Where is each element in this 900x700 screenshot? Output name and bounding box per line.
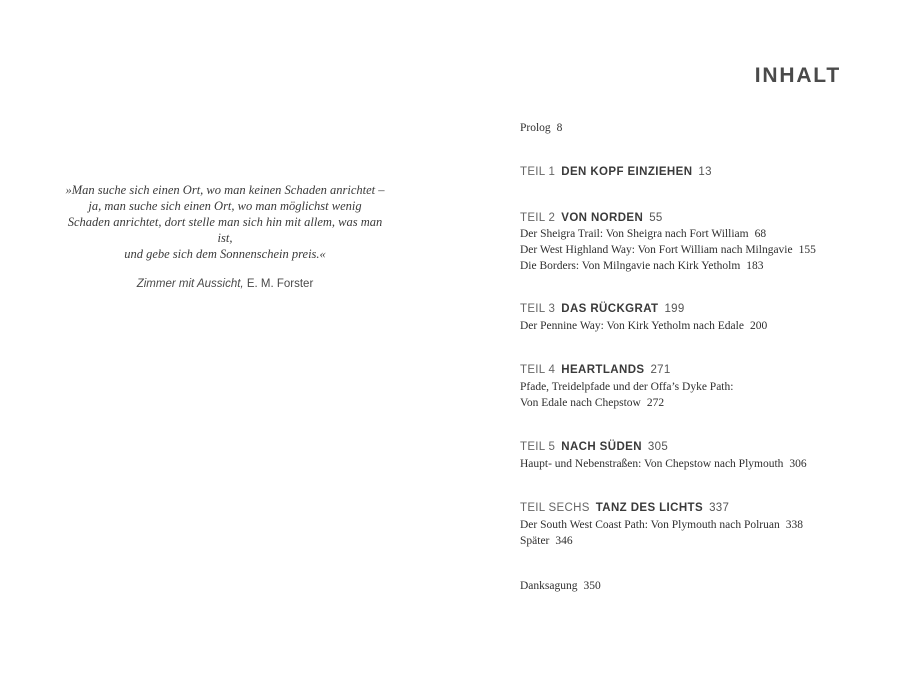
- epigraph-source: [60, 278, 390, 290]
- toc-entry[interactable]: [520, 318, 767, 334]
- toc-part-page: 13: [698, 166, 712, 178]
- toc-entry-danksagung[interactable]: [520, 578, 601, 594]
- toc-part-1[interactable]: [520, 166, 712, 178]
- epigraph-line: Schaden anrichtet, dort stelle man sich hin mit allem, was man ist,: [67, 215, 383, 245]
- toc-entry-title: Der West Highland Way: Von Fort William nach Milngavie: [520, 244, 793, 256]
- toc-entry-page: 200: [749, 320, 768, 332]
- toc-entry[interactable]: [520, 456, 807, 472]
- toc-part-name: NACH SÜDEN: [561, 441, 642, 453]
- toc-entry-page: 155: [798, 244, 816, 256]
- toc-part-6[interactable]: [520, 502, 729, 514]
- toc-entry-title: Haupt- und Nebenstraßen: Von Chepstow nach Plymouth: [520, 458, 784, 470]
- toc-part-name: HEARTLANDS: [561, 364, 645, 376]
- toc-entry-title: Die Borders: Von Milngavie nach Kirk Yetholm: [520, 260, 741, 272]
- toc-entry-title: Der Pennine Way: Von Kirk Yetholm nach Edale: [520, 320, 744, 332]
- toc-entry-page: 346: [555, 535, 573, 547]
- toc-entry-page: 272: [646, 397, 665, 409]
- toc-entry-page: 68: [754, 228, 767, 240]
- toc-part-4[interactable]: [520, 364, 671, 376]
- toc-entry[interactable]: [520, 395, 664, 411]
- toc-part-label: TEIL 2: [520, 212, 556, 224]
- epigraph-quote: [60, 182, 390, 262]
- toc-part-page: 305: [647, 441, 669, 453]
- toc-part-5[interactable]: [520, 441, 668, 453]
- toc-part-page: 337: [709, 502, 730, 514]
- toc-entry[interactable]: [520, 226, 766, 242]
- toc-part-label: TEIL 4: [520, 364, 556, 376]
- toc-part-name: DAS RÜCKGRAT: [561, 303, 659, 315]
- toc-entry-page: 306: [789, 458, 807, 470]
- epigraph: [60, 182, 390, 290]
- toc-entry[interactable]: [520, 242, 816, 258]
- toc-part-name: VON NORDEN: [561, 212, 644, 224]
- toc-entry-title: Pfade, Treidelpfade und der Offa’s Dyke Path:: [520, 381, 734, 393]
- toc-title: INHALT: [754, 64, 841, 87]
- toc-entry-page: 183: [746, 260, 764, 272]
- toc-part-label: TEIL 3: [520, 303, 556, 315]
- toc-entry[interactable]: [520, 533, 573, 549]
- epigraph-source-author: E. M. Forster: [243, 278, 314, 290]
- toc-part-label: TEIL 1: [520, 166, 556, 178]
- epigraph-line: und gebe sich dem Sonnenschein preis.«: [124, 247, 326, 261]
- toc-entry-page: 350: [583, 580, 601, 592]
- toc-part-label: TEIL 5: [520, 441, 556, 453]
- toc-entry[interactable]: [520, 517, 803, 533]
- toc-part-label: TEIL SECHS: [520, 502, 590, 514]
- toc-part-3[interactable]: [520, 303, 685, 315]
- epigraph-line: ja, man suche sich einen Ort, wo man möglichst wenig: [88, 199, 362, 213]
- toc-entry-page: 338: [785, 519, 803, 531]
- epigraph-source-work: Zimmer mit Aussicht,: [136, 278, 244, 290]
- toc-part-name: TANZ DES LICHTS: [595, 502, 704, 514]
- toc-part-name: DEN KOPF EINZIEHEN: [561, 166, 693, 178]
- toc-part-page: 271: [650, 364, 671, 376]
- toc-entry[interactable]: [520, 379, 733, 395]
- toc-entry-title: Der Sheigra Trail: Von Sheigra nach Fort William: [520, 228, 749, 240]
- toc-entry-title: Danksagung: [520, 580, 578, 592]
- toc-part-page: 199: [664, 303, 685, 315]
- toc-part-2[interactable]: [520, 212, 663, 224]
- epigraph-line: »Man suche sich einen Ort, wo man keinen Schaden anrichtet –: [65, 183, 385, 197]
- toc-entry[interactable]: [520, 258, 764, 274]
- toc-entry-page: 8: [556, 122, 563, 134]
- toc-entry-prolog[interactable]: [520, 120, 562, 136]
- toc-entry-title: Der South West Coast Path: Von Plymouth nach Polruan: [520, 519, 780, 531]
- toc-part-page: 55: [649, 212, 663, 224]
- toc-entry-title: Prolog: [520, 122, 551, 134]
- toc-entry-title: Von Edale nach Chepstow: [520, 397, 641, 409]
- toc-entry-title: Später: [520, 535, 550, 547]
